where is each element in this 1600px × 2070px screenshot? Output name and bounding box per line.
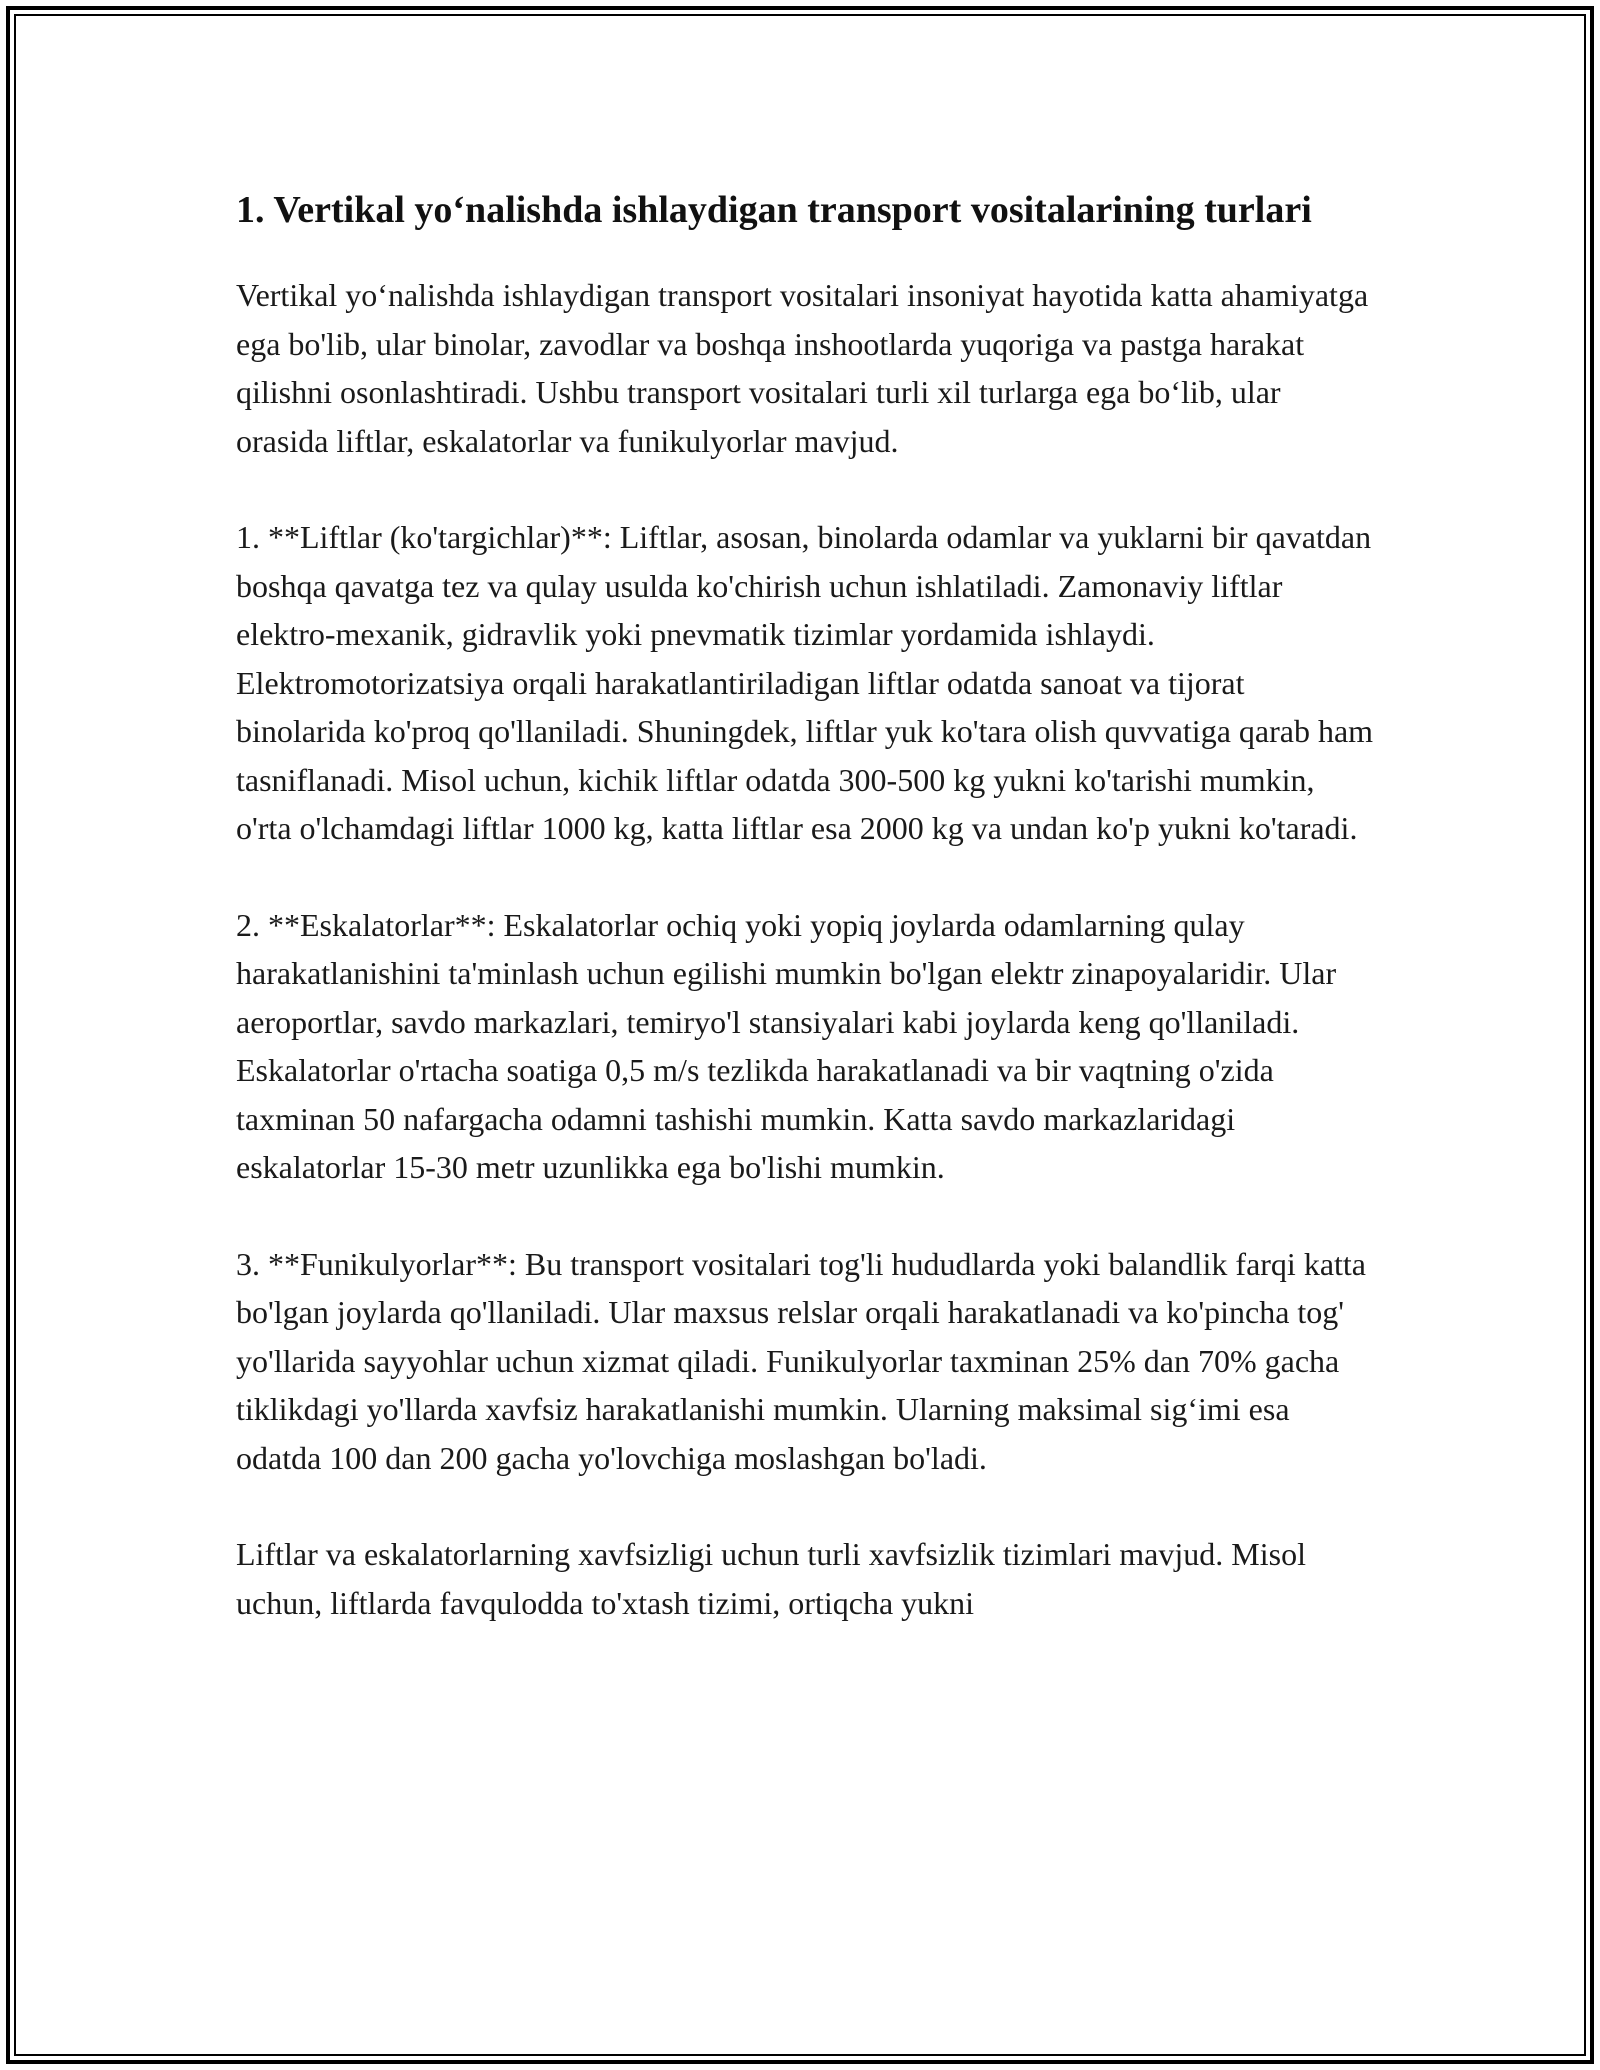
intro-paragraph: Vertikal yo‘nalishda ishlaydigan transport vositalari insoniyat hayotida katta ahamiyatga ega bo'lib, ular binolar, zavodlar va boshqa inshootlarda yuqoriga va pastga harakat qilishni osonlashtiradi. Ushbu transport vositalari turli xil turlarga ega bo‘lib, ular orasida liftlar, eskalatorlar va funikulyorlar mavjud. <box>236 277 1369 459</box>
safety-paragraph: Liftlar va eskalatorlarning xavfsizligi uchun turli xavfsizlik tizimlari mavjud. Misol uchun, liftlarda favqulodda to'xtash tizimi, ortiqcha yukni <box>236 1536 1306 1621</box>
document-page <box>236 183 1376 1627</box>
funiculars-paragraph: 3. **Funikulyorlar**: Bu transport vositalari tog'li hududlarda yoki balandlik farqi katta bo'lgan joylarda qo'llaniladi. Ular maxsus relslar orqali harakatlanadi va ko'pincha tog' yo'llarida sayyohlar uchun xizmat qiladi. Funikulyorlar taxminan 25% dan 70% gacha tiklikdagi yo'llarda xavfsiz harakatlanishi mumkin. Ularning maksimal sig‘imi esa odatda 100 dan 200 gacha yo'lovchiga moslashgan bo'ladi. <box>236 1245 1366 1476</box>
lifts-paragraph: 1. **Liftlar (ko'targichlar)**: Liftlar, asosan, binolarda odamlar va yuklarni bir qavatdan boshqa qavatga tez va qulay usulda ko'chirish uchun ishlatiladi. Zamonaviy liftlar elektro-mexanik, gidravlik yoki pnevmatik tizimlar yordamida ishlaydi. Elektromotorizatsiya orqali harakatlantiriladigan liftlar odatda sanoat va tijorat binolarida ko'proq qo'llaniladi. Shuningdek, liftlar yuk ko'tara olish quvvatiga qarab ham tasniflanadi. Misol uchun, kichik liftlar odatda 300-500 kg yukni ko'tarishi mumkin, o'rta o'lchamdagi liftlar 1000 kg, katta liftlar esa 2000 kg va undan ko'p yukni ko'taradi. <box>236 519 1374 846</box>
escalators-paragraph: 2. **Eskalatorlar**: Eskalatorlar ochiq yoki yopiq joylarda odamlarning qulay harakatlanishini ta'minlash uchun egilishi mumkin bo'lgan elektr zinapoyalaridir. Ular aeroportlar, savdo markazlari, temiryo'l stansiyalari kabi joylarda keng qo'llaniladi. Eskalatorlar o'rtacha soatiga 0,5 m/s tezlikda harakatlanadi va bir vaqtning o'zida taxminan 50 nafargacha odamni tashishi mumkin. Katta savdo markazlaridagi eskalatorlar 15-30 metr uzunlikka ega bo'lishi mumkin. <box>236 906 1337 1185</box>
document-title: 1. Vertikal yo‘nalishda ishlaydigan transport vositalarining turlari <box>236 189 1312 231</box>
